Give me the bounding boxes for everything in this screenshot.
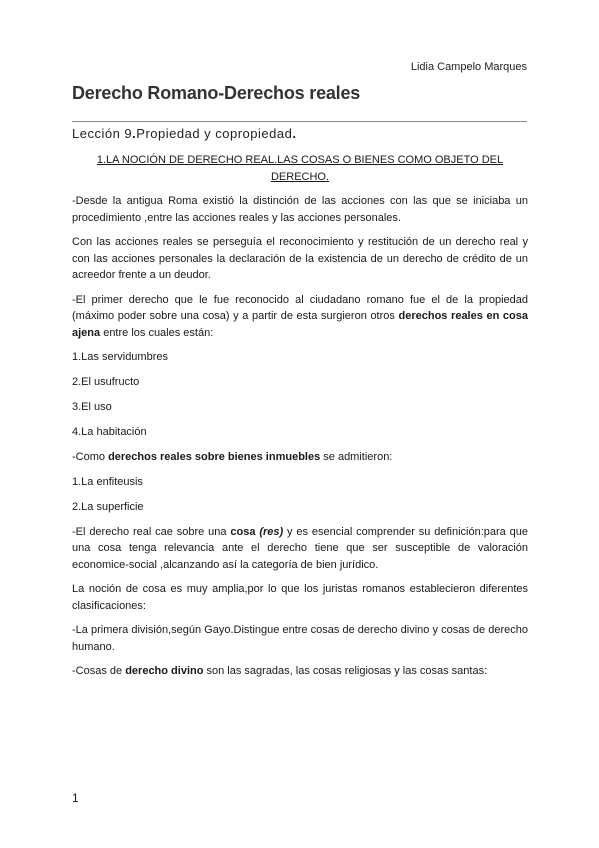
term-cosa: cosa: [230, 525, 256, 538]
term-res: (res): [259, 525, 284, 538]
list-item: 1.La enfiteusis: [72, 475, 143, 488]
author-name: Lidia Campelo Marques: [410, 61, 527, 73]
paragraph-gayo: -La primera división,según Gayo.Distingue entre cosas de derecho divino y cosas de derecho humano.: [72, 624, 528, 653]
lesson-number: Lección 9: [72, 126, 133, 141]
page-number: 1: [72, 791, 79, 805]
list-item: 2.El usufructo: [72, 376, 140, 388]
term-derecho-divino: derecho divino: [125, 665, 204, 677]
list-item: 3.El uso: [72, 401, 112, 413]
term-derechos-reales-inmuebles: derechos reales sobre bienes inmuebles: [108, 451, 321, 463]
section-heading: 1.LA NOCIÓN DE DERECHO REAL.LAS COSAS O BIENES COMO OBJETO DEL DERECHO.: [96, 154, 504, 183]
term-derechos-reales-cosa-ajena: derechos reales en cosa ajena: [72, 310, 528, 339]
paragraph-acciones: -Desde la antigua Roma existió la distinción de las acciones con las que se iniciaba un procedimiento ,entre las acciones reales y las acciones personales.: [72, 195, 528, 224]
paragraph-acciones-reales: Con las acciones reales se perseguía el reconocimiento y restitución de un derecho real y con las acciones personales la declaración de la existencia de un derecho de crédito de un acreedor frente a un deudor.: [72, 236, 528, 281]
lesson-heading: Lección 9.Propiedad y copropiedad.: [72, 126, 297, 141]
paragraph-inmuebles: -Como derechos reales sobre bienes inmuebles se admitieron:: [72, 451, 393, 463]
document-title: Derecho Romano-Derechos reales: [72, 83, 361, 103]
paragraph-propiedad: -El primer derecho que le fue reconocido al ciudadano romano fue el de la propiedad (máximo poder sobre una cosa) y a partir de esta surgieron otros derechos reales en cosa ajena entre los cuales están:: [72, 293, 528, 339]
list-item: 1.Las servidumbres: [72, 351, 168, 363]
document-body: [72, 152, 528, 688]
list-item: 2.La superficie: [72, 500, 144, 513]
paragraph-cosa: -El derecho real cae sobre una cosa (res) y es esencial comprender su definición:para que una cosa tenga relevancia ante el derecho tiene que ser susceptible de valoración economice-social ,alcanzando así la categoría de bien jurídico.: [72, 525, 528, 571]
list-item: 4.La habitación: [72, 426, 147, 438]
paragraph-derecho-divino: -Cosas de derecho divino son las sagradas, las cosas religiosas y las cosas santas:: [72, 665, 488, 677]
paragraph-clasificaciones: La noción de cosa es muy amplia,por lo que los juristas romanos establecieron diferentes clasificaciones:: [72, 583, 528, 612]
title-divider: [72, 121, 527, 122]
lesson-topic: Propiedad y copropiedad: [136, 126, 293, 141]
